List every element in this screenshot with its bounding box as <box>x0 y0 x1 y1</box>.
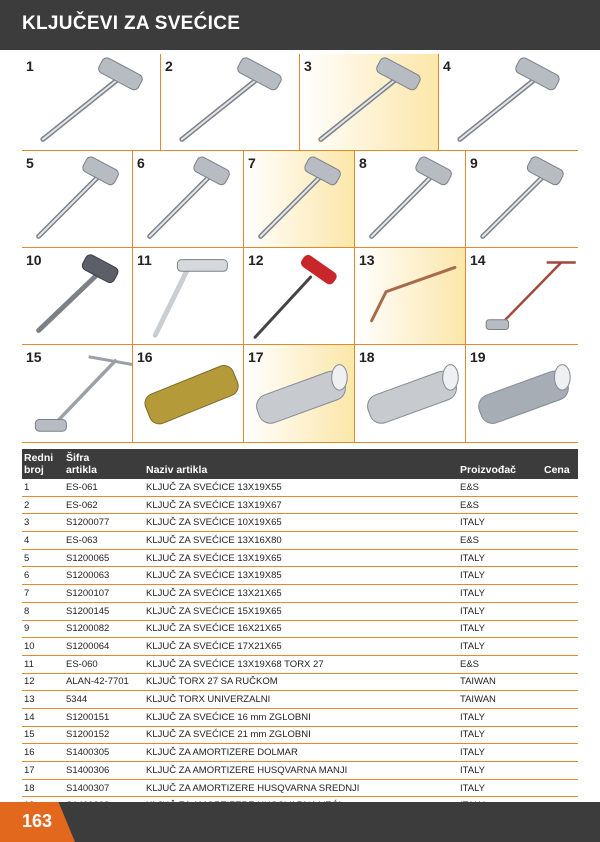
cell-naziv: KLJUČ TORX 27 SA RUČKOM <box>144 673 458 691</box>
table-row <box>22 479 578 496</box>
cell-sifra: ES-060 <box>64 655 144 673</box>
cell-proizvodjac: TAIWAN <box>458 673 542 691</box>
cell-naziv: KLJUČ ZA SVEĆICE 21 mm ZGLOBNI <box>144 726 458 744</box>
table-row <box>22 691 578 709</box>
cell-sifra: S1200145 <box>64 602 144 620</box>
cell-proizvodjac: ITALY <box>458 744 542 762</box>
gallery-row <box>22 151 578 248</box>
cell-redni: 9 <box>22 620 64 638</box>
cell-redni: 3 <box>22 514 64 532</box>
col-header-cena: Cena <box>544 464 570 476</box>
cell-redni: 15 <box>22 726 64 744</box>
product-tile-number: 3 <box>304 58 312 74</box>
product-tile-number: 16 <box>137 349 153 365</box>
product-table <box>22 449 578 815</box>
cell-sifra: ES-062 <box>64 496 144 514</box>
cell-redni: 6 <box>22 567 64 585</box>
table-row <box>22 673 578 691</box>
table-header-row <box>22 449 578 479</box>
product-tile-number: 7 <box>248 155 256 171</box>
product-tile-number: 9 <box>470 155 478 171</box>
cell-cena <box>542 708 578 726</box>
product-tile <box>22 54 161 151</box>
product-tile <box>22 151 133 248</box>
tool-image <box>244 151 355 248</box>
cell-naziv: KLJUČ ZA SVEĆICE 15X19X65 <box>144 602 458 620</box>
table-row <box>22 602 578 620</box>
table-row <box>22 496 578 514</box>
cell-redni: 5 <box>22 549 64 567</box>
cell-redni: 16 <box>22 744 64 762</box>
table-row <box>22 744 578 762</box>
cell-proizvodjac: ITALY <box>458 602 542 620</box>
cell-naziv: KLJUČ ZA SVEĆICE 13X19X67 <box>144 496 458 514</box>
cell-proizvodjac: ITALY <box>458 620 542 638</box>
cell-naziv: KLJUČ ZA SVEĆICE 13X21X65 <box>144 585 458 603</box>
cell-cena <box>542 602 578 620</box>
product-tile-number: 10 <box>26 252 42 268</box>
cell-proizvodjac: ITALY <box>458 762 542 780</box>
cell-sifra: S1200152 <box>64 726 144 744</box>
cell-proizvodjac: ITALY <box>458 638 542 656</box>
product-tile <box>244 151 355 248</box>
cell-cena <box>542 638 578 656</box>
product-tile-number: 15 <box>26 349 42 365</box>
cell-sifra: S1200063 <box>64 567 144 585</box>
table-row <box>22 779 578 797</box>
cell-cena <box>542 762 578 780</box>
product-tile <box>355 345 466 443</box>
page-number: 163 <box>22 811 53 831</box>
cell-proizvodjac: ITALY <box>458 708 542 726</box>
cell-cena <box>542 744 578 762</box>
cell-naziv: KLJUČ ZA SVEĆICE 13X19X68 TORX 27 <box>144 655 458 673</box>
cell-naziv: KLJUČ ZA SVEĆICE 13X19X55 <box>144 479 458 496</box>
cell-proizvodjac: ITALY <box>458 779 542 797</box>
product-tile <box>466 345 578 443</box>
cell-cena <box>542 655 578 673</box>
table-row <box>22 514 578 532</box>
cell-sifra: ALAN-42-7701 <box>64 673 144 691</box>
table-row <box>22 620 578 638</box>
cell-proizvodjac: TAIWAN <box>458 691 542 709</box>
cell-sifra: S1400307 <box>64 779 144 797</box>
gallery-row <box>22 248 578 345</box>
tool-image <box>355 151 466 248</box>
table-row <box>22 532 578 550</box>
gallery-row <box>22 54 578 151</box>
cell-naziv: KLJUČ ZA SVEĆICE 10X19X65 <box>144 514 458 532</box>
cell-proizvodjac: E&S <box>458 496 542 514</box>
cell-cena <box>542 779 578 797</box>
product-tile-number: 13 <box>359 252 375 268</box>
table-row <box>22 655 578 673</box>
cell-redni: 12 <box>22 673 64 691</box>
table-row <box>22 638 578 656</box>
cell-cena <box>542 567 578 585</box>
cell-cena <box>542 532 578 550</box>
tool-image <box>22 54 161 151</box>
product-tile-number: 19 <box>470 349 486 365</box>
product-tile <box>355 248 466 345</box>
cell-cena <box>542 479 578 496</box>
product-tile <box>161 54 300 151</box>
product-tile-number: 12 <box>248 252 264 268</box>
tool-image <box>161 54 300 151</box>
cell-cena <box>542 549 578 567</box>
cell-naziv: KLJUČ ZA SVEĆICE 13X16X80 <box>144 532 458 550</box>
cell-cena <box>542 673 578 691</box>
product-tile <box>466 248 578 345</box>
cell-redni: 18 <box>22 779 64 797</box>
cell-redni: 7 <box>22 585 64 603</box>
cell-naziv: KLJUČ ZA SVEĆICE 13X19X85 <box>144 567 458 585</box>
cell-redni: 10 <box>22 638 64 656</box>
cell-proizvodjac: ITALY <box>458 549 542 567</box>
cell-sifra: S1200065 <box>64 549 144 567</box>
col-header-sifra-label: Šifra artikla <box>66 452 97 476</box>
table-row <box>22 567 578 585</box>
cell-cena <box>542 620 578 638</box>
tool-image <box>466 151 578 248</box>
product-tile <box>133 248 244 345</box>
col-header-redni-label: Redni broj <box>24 452 54 476</box>
cell-sifra: S1400306 <box>64 762 144 780</box>
cell-proizvodjac: ITALY <box>458 585 542 603</box>
cell-cena <box>542 496 578 514</box>
product-tile-number: 4 <box>443 58 451 74</box>
product-tile-number: 8 <box>359 155 367 171</box>
tool-image <box>22 151 133 248</box>
cell-naziv: KLJUČ ZA SVEĆICE 16X21X65 <box>144 620 458 638</box>
page-title: KLJUČEVI ZA SVEĆICE <box>22 13 241 34</box>
cell-redni: 8 <box>22 602 64 620</box>
product-tile <box>22 345 133 443</box>
table-row <box>22 585 578 603</box>
product-tile <box>355 151 466 248</box>
product-tile <box>244 248 355 345</box>
product-tile <box>22 248 133 345</box>
product-tile-number: 5 <box>26 155 34 171</box>
table-row <box>22 708 578 726</box>
product-tile-number: 1 <box>26 58 34 74</box>
cell-naziv: KLJUČ ZA AMORTIZERE DOLMAR <box>144 744 458 762</box>
cell-proizvodjac: E&S <box>458 655 542 673</box>
page-header <box>0 0 600 50</box>
cell-cena <box>542 514 578 532</box>
cell-redni: 17 <box>22 762 64 780</box>
gallery-row <box>22 345 578 443</box>
cell-redni: 1 <box>22 479 64 496</box>
cell-naziv: KLJUČ TORX UNIVERZALNI <box>144 691 458 709</box>
cell-redni: 11 <box>22 655 64 673</box>
tool-image <box>439 54 578 151</box>
cell-cena <box>542 585 578 603</box>
product-tile <box>244 345 355 443</box>
cell-naziv: KLJUČ ZA AMORTIZERE HUSQVARNA SREDNJI <box>144 779 458 797</box>
cell-sifra: ES-061 <box>64 479 144 496</box>
product-tile-number: 17 <box>248 349 264 365</box>
cell-sifra: 5344 <box>64 691 144 709</box>
tool-image <box>300 54 439 151</box>
product-tile <box>300 54 439 151</box>
cell-sifra: S1200151 <box>64 708 144 726</box>
product-tile <box>439 54 578 151</box>
cell-proizvodjac: ITALY <box>458 726 542 744</box>
cell-naziv: KLJUČ ZA SVEĆICE 17X21X65 <box>144 638 458 656</box>
cell-redni: 13 <box>22 691 64 709</box>
product-tile-number: 6 <box>137 155 145 171</box>
product-tile-number: 14 <box>470 252 486 268</box>
cell-naziv: KLJUČ ZA SVEĆICE 13X19X65 <box>144 549 458 567</box>
table-row <box>22 549 578 567</box>
col-header-sifra <box>64 449 144 479</box>
product-tile-number: 2 <box>165 58 173 74</box>
product-tile-number: 11 <box>137 252 152 268</box>
cell-proizvodjac: ITALY <box>458 567 542 585</box>
cell-naziv: KLJUČ ZA AMORTIZERE HUSQVARNA MANJI <box>144 762 458 780</box>
col-header-redni <box>22 449 64 479</box>
cell-cena <box>542 726 578 744</box>
tool-image <box>133 151 244 248</box>
product-tile <box>133 151 244 248</box>
cell-redni: 2 <box>22 496 64 514</box>
col-header-proizvodjac: Proizvođač <box>460 464 517 476</box>
cell-sifra: S1200077 <box>64 514 144 532</box>
table-row <box>22 726 578 744</box>
cell-sifra: S1200082 <box>64 620 144 638</box>
product-tile-number: 18 <box>359 349 375 365</box>
cell-cena <box>542 691 578 709</box>
product-tile <box>133 345 244 443</box>
cell-proizvodjac: E&S <box>458 479 542 496</box>
cell-naziv: KLJUČ ZA SVEĆICE 16 mm ZGLOBNI <box>144 708 458 726</box>
cell-sifra: S1200064 <box>64 638 144 656</box>
cell-sifra: S1200107 <box>64 585 144 603</box>
page-footer <box>0 802 600 842</box>
product-tile <box>466 151 578 248</box>
cell-proizvodjac: E&S <box>458 532 542 550</box>
col-header-naziv: Naziv artikla <box>146 464 208 476</box>
cell-redni: 14 <box>22 708 64 726</box>
cell-redni: 4 <box>22 532 64 550</box>
cell-sifra: S1400305 <box>64 744 144 762</box>
cell-proizvodjac: ITALY <box>458 514 542 532</box>
cell-sifra: ES-063 <box>64 532 144 550</box>
table-row <box>22 762 578 780</box>
